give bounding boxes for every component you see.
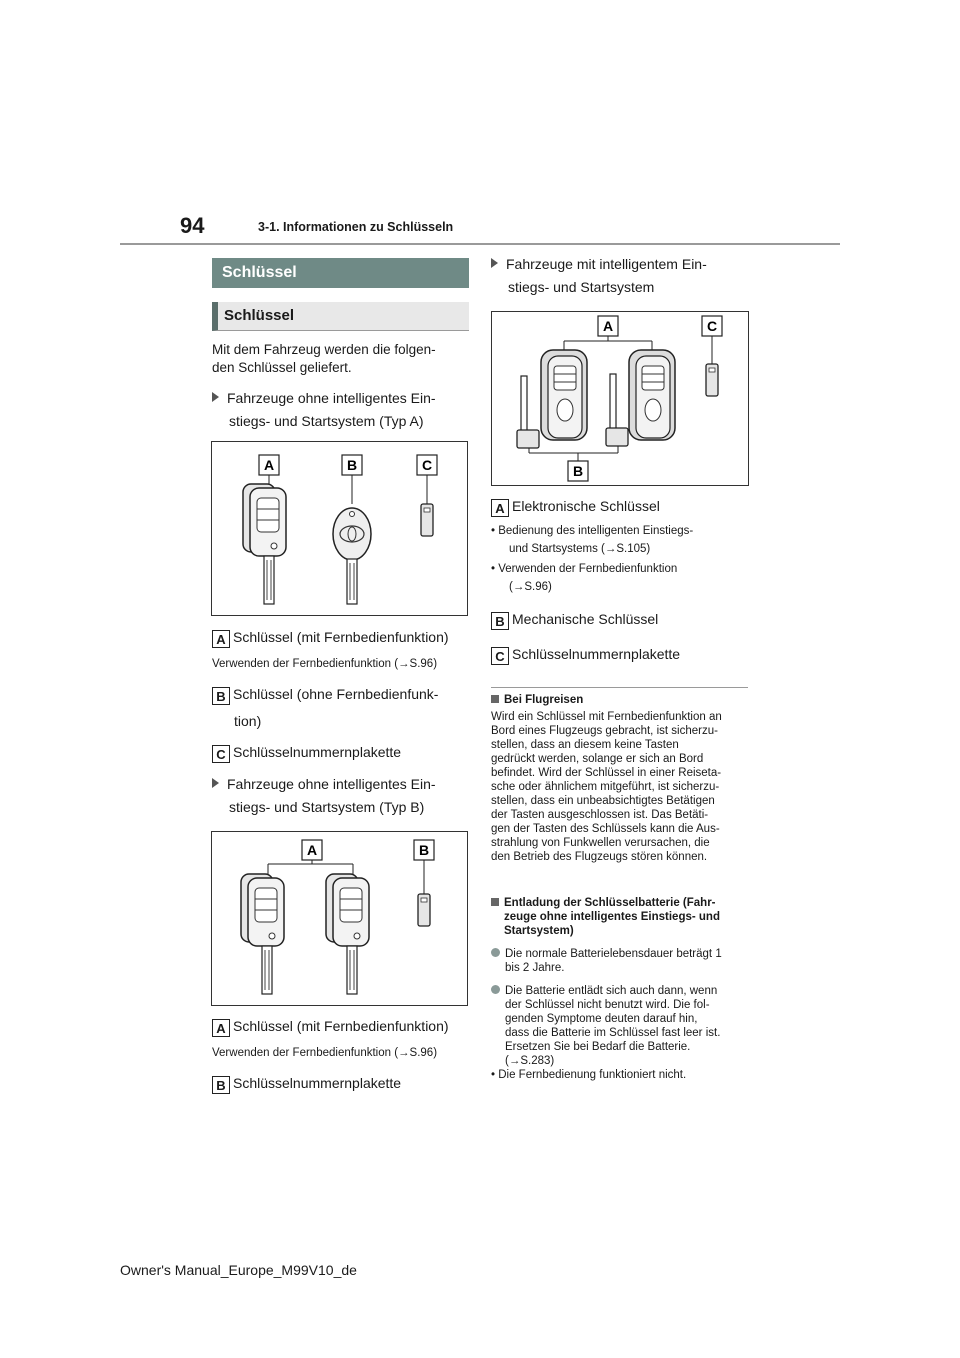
triangle-bullet-icon [212, 392, 219, 402]
label-a [259, 455, 279, 475]
legend-c-smart: C Schlüsselnummernplakette [491, 644, 680, 665]
svg-text:B: B [346, 457, 358, 473]
legend-a-note-type-a: Verwenden der Fernbedienfunktion (→S.96) [212, 658, 438, 670]
svg-text:B: B [418, 842, 430, 858]
circle-bullet-icon [491, 948, 500, 957]
flight-note: Bei Flugreisen Wird ein Schlüssel mit Fernbedienfunktion an Bord eines Flugzeugs gebracht, ist sicherzu- stellen, dass an diesem keine Tasten gedrückt werden, solange er sich an Bord befindet. Wird der Schlüssel in einer Reiseta- sche oder ähnlichem mitgeführt, ist sicherzu- stellen, dass ein unbeabsichtigtes Betätigen der Tasten ausgeschlossen ist. Das Betäti- gen der Tasten des Schlüssels kann die Aus- strahlung von Funkwellen verursachen, die den Betrieb des Flugzeugs stören können. [491, 694, 722, 863]
legend-b-type-a: B Schlüssel (ohne Fernbedienfunk- tion) [212, 684, 438, 731]
legend-b-type-b: B Schlüsselnummernplakette [212, 1073, 401, 1094]
smart-note-1: • Bedienung des intelligenten Einstiegs- und Startsystems (→S.105) [491, 525, 694, 555]
page-number: 94 [180, 213, 205, 238]
key-number-plate-icon [421, 504, 433, 536]
circle-bullet-icon [491, 985, 500, 994]
type-b-heading: Fahrzeuge ohne intelligentes Ein- stiegs- und Startsystem (Typ B) [212, 773, 436, 819]
legend-a-type-a: A Schlüssel (mit Fernbedienfunktion) [212, 627, 449, 648]
legend-b-smart: B Mechanische Schlüssel [491, 609, 658, 630]
remote-key-icon [241, 874, 284, 994]
legend-c-type-a: C Schlüsselnummernplakette [212, 742, 401, 763]
key-number-plate-icon [706, 364, 718, 396]
label-b [414, 840, 434, 860]
smart-key-fob-icon [629, 350, 675, 440]
subsection-title: Schlüssel [212, 302, 469, 331]
smart-heading: Fahrzeuge mit intelligentem Ein- stiegs- und Startsystem [491, 253, 707, 299]
label-a [302, 840, 322, 860]
notes-divider [491, 687, 748, 688]
svg-text:A: A [263, 457, 275, 473]
svg-text:A: A [306, 842, 318, 858]
smart-note-2: • Verwenden der Fernbedienfunktion (→S.96) [491, 563, 678, 593]
intro-text: Mit dem Fahrzeug werden die folgen- den Schlüssel geliefert. [212, 342, 436, 375]
label-b [568, 461, 588, 481]
svg-text:A: A [602, 318, 614, 334]
mechanical-key-icon [606, 374, 628, 446]
svg-text:C: C [706, 318, 718, 334]
legend-a-type-b: A Schlüssel (mit Fernbedienfunktion) [212, 1016, 449, 1037]
label-b [342, 455, 362, 475]
section-title: Schlüssel [212, 258, 469, 288]
smart-key-fob-icon [541, 350, 587, 440]
square-bullet-icon [491, 695, 499, 703]
mechanical-key-icon [333, 508, 371, 604]
type-a-heading: Fahrzeuge ohne intelligentes Ein- stiegs- und Startsystem (Typ A) [212, 387, 436, 433]
mechanical-key-icon [517, 376, 539, 448]
triangle-bullet-icon [491, 258, 498, 268]
svg-text:B: B [572, 463, 584, 479]
figure-smart [491, 311, 749, 486]
label-c [417, 455, 437, 475]
svg-text:C: C [421, 457, 433, 473]
square-bullet-icon [491, 898, 499, 906]
label-c [702, 316, 722, 336]
label-a [598, 316, 618, 336]
triangle-bullet-icon [212, 778, 219, 788]
figure-type-a [211, 441, 468, 616]
battery-note: Entladung der Schlüsselbatterie (Fahr- zeuge ohne intelligentes Einstiegs- und Startsystem) Die normale Batterielebensdauer beträgt 1 bis 2 Jahre. Die Batterie entlädt sich auch dann, wenn der Schlüssel nicht benutzt wird. Die fol- genden Symptome deuten darauf hin, dass die Batterie im Schlüssel fast leer ist. Ersetzen Sie bei Bedarf die Batterie. (→S.283) • Die Fernbedienung funktioniert nicht. [491, 897, 722, 1081]
key-number-plate-icon [418, 894, 430, 926]
remote-key-icon [326, 874, 369, 994]
legend-a-note-type-b: Verwenden der Fernbedienfunktion (→S.96) [212, 1047, 438, 1059]
legend-a-smart: A Elektronische Schlüssel [491, 496, 660, 517]
remote-key-icon [243, 484, 286, 604]
header-divider [120, 243, 840, 245]
footer-text: Owner's Manual_Europe_M99V10_de [120, 1262, 357, 1278]
figure-type-b [211, 831, 468, 1006]
chapter-title: 3-1. Informationen zu Schlüsseln [258, 220, 454, 234]
